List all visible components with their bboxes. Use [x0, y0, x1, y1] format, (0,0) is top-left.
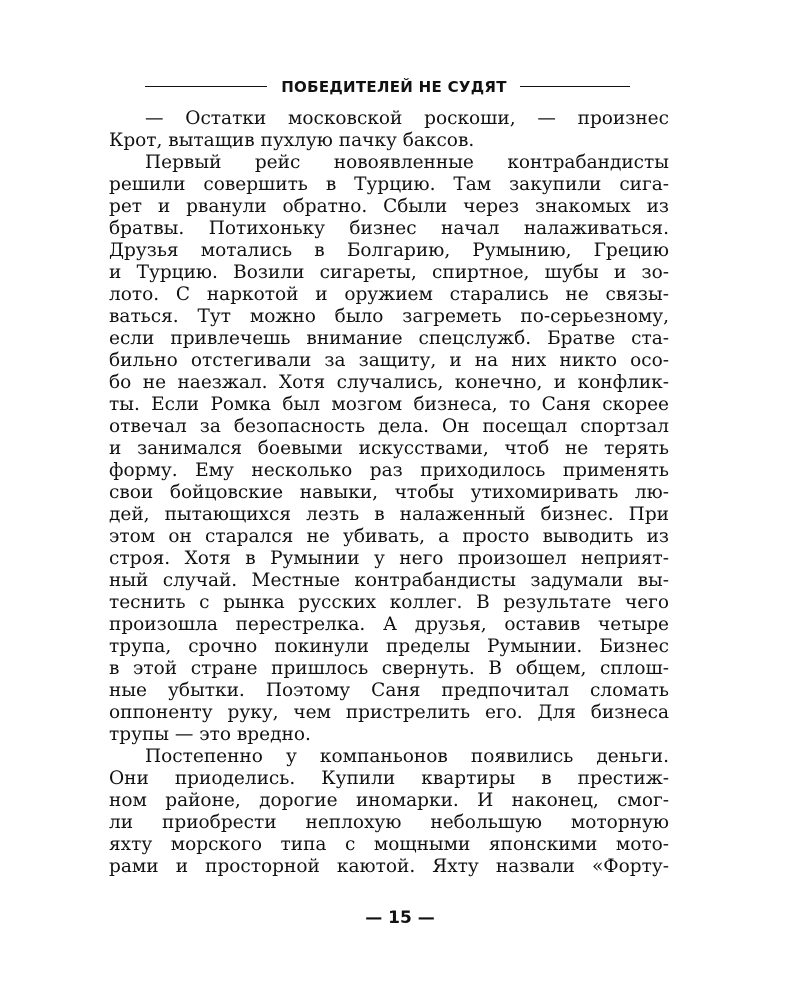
text-line: лото. С наркотой и оружием старались не связы- — [109, 284, 669, 305]
text-line: оппоненту руку, чем пристрелить его. Для бизнеса — [109, 702, 669, 723]
text-line: и занимался боевыми искусствами, чтоб не терять — [109, 438, 669, 459]
text-line: теснить с рынка русских коллег. В результате чего — [109, 592, 669, 613]
text-line: ный случай. Местные контрабандисты задумали вы- — [109, 570, 669, 591]
text-line: трупа, срочно покинули пределы Румынии. Бизнес — [109, 636, 669, 657]
text-line: братвы. Потихоньку бизнес начал налаживаться. — [109, 218, 669, 239]
text-line: Они приоделись. Купили квартиры в престиж- — [109, 768, 669, 789]
text-line: дей, пытающихся лезть в налаженный бизнес. При — [109, 504, 669, 525]
text-line: этом он старался не убивать, а просто выводить из — [109, 526, 669, 547]
text-line: если привлечешь внимание спецслужб. Братве ста- — [109, 328, 669, 349]
text-line: ваться. Тут можно было загреметь по-серьезному, — [109, 306, 669, 327]
text-line: ты. Если Ромка был мозгом бизнеса, то Саня скорее — [109, 394, 669, 415]
text-line: рет и рванули обратно. Сбыли через знакомых из — [109, 196, 669, 217]
text-line: форму. Ему несколько раз приходилось применять — [109, 460, 669, 481]
text-line: решили совершить в Турцию. Там закупили сига- — [109, 174, 669, 195]
text-line: бо не наезжал. Хотя случались, конечно, и конфлик- — [109, 372, 669, 393]
header-rule-left — [145, 86, 267, 87]
running-title: ПОБЕДИТЕЛЕЙ НЕ СУДЯТ — [281, 78, 507, 96]
text-line: — Остатки московской роскоши, — произнес — [145, 108, 669, 129]
text-line: бильно отстегивали за защиту, и на них никто осо- — [109, 350, 669, 371]
text-line: трупы — это вредно. — [109, 724, 311, 745]
text-line: Друзья мотались в Болгарию, Румынию, Грецию — [109, 240, 669, 261]
running-header — [0, 74, 800, 100]
text-line: Первый рейс новоявленные контрабандисты — [145, 152, 669, 173]
text-line: произошла перестрелка. А друзья, оставив четыре — [109, 614, 669, 635]
page-number: — 15 — — [365, 908, 435, 928]
text-line: ные убытки. Поэтому Саня предпочитал сломать — [109, 680, 669, 701]
header-rule-right — [520, 86, 630, 87]
text-line: свои бойцовские навыки, чтобы утихомиривать лю- — [109, 482, 669, 503]
text-line: ном районе, дорогие иномарки. И наконец, смог- — [109, 790, 669, 811]
text-line: ли приобрести неплохую небольшую моторную — [109, 812, 669, 833]
text-line: в этой стране пришлось свернуть. В общем, сплош- — [109, 658, 669, 679]
text-line: и Турцию. Возили сигареты, спиртное, шубы и зо- — [109, 262, 669, 283]
text-line: отвечал за безопасность дела. Он посещал спортзал — [109, 416, 669, 437]
text-line: строя. Хотя в Румынии у него произошел неприят- — [109, 548, 669, 569]
text-line: Крот, вытащив пухлую пачку баксов. — [109, 130, 475, 151]
text-line: рами и просторной каютой. Яхту назвали «Форту- — [109, 856, 669, 877]
text-line: Постепенно у компаньонов появились деньги. — [145, 746, 669, 767]
body-text — [109, 108, 669, 878]
text-line: яхту морского типа с мощными японскими мото- — [109, 834, 669, 855]
